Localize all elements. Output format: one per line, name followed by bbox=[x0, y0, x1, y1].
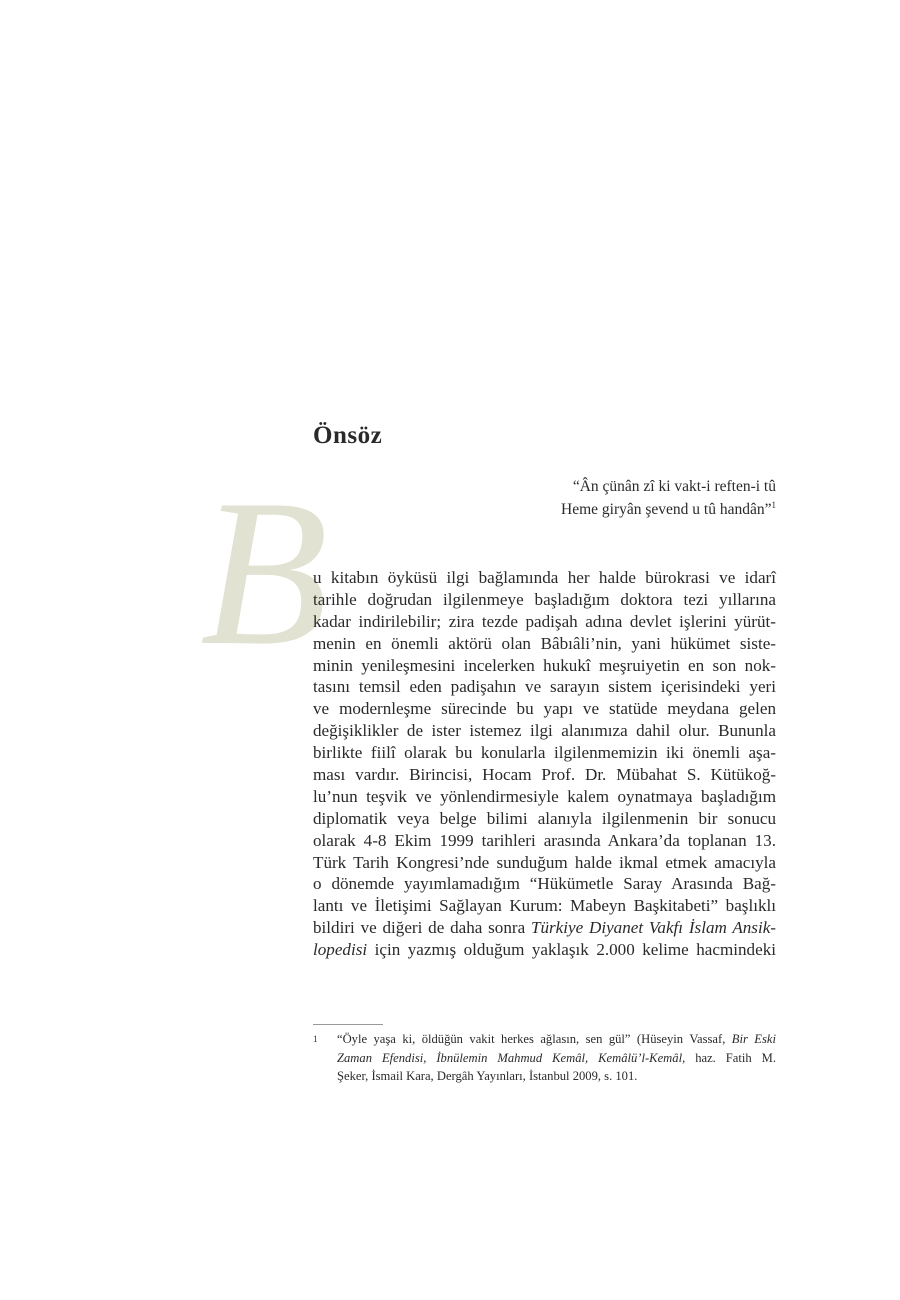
footnote-separator bbox=[313, 1024, 383, 1025]
paragraph-line: minin yenileşmesini incelerken hukukî meşruiyetin en son nok- bbox=[313, 655, 776, 675]
footnote-body bbox=[337, 1030, 776, 1086]
footnote-reference[interactable]: 1 bbox=[771, 499, 776, 510]
epigraph bbox=[561, 475, 776, 521]
epigraph-line-1: “Ân çünân zî ki vakt-i reften-i tû bbox=[572, 478, 776, 495]
footnote-line-2-text: haz. Fatih M. bbox=[685, 1050, 776, 1065]
paragraph-line: lantı ve İletişimi Sağlayan Kurum: Mabeyn Başkitabeti” başlıklı bbox=[313, 896, 776, 916]
paragraph-line: lu’nun teşvik ve yönlendirmesiyle kalem oynatmaya başladığım bbox=[313, 786, 776, 806]
paragraph-line: u kitabın öyküsü ilgi bağlamında her halde bürokrasi ve idarî bbox=[313, 568, 776, 587]
drop-cap-letter: B bbox=[200, 457, 329, 689]
paragraph-line: diplomatik veya belge bilimi alanıyla ilgilenmenin bir sonucu bbox=[313, 808, 776, 828]
footnote-line-2 bbox=[337, 1049, 776, 1068]
page-title: Önsöz bbox=[313, 422, 383, 449]
paragraph-line: o dönemde yayımlamadığım “Hükümetle Saray Arasında Bağ- bbox=[313, 874, 776, 894]
footnote-line-1-text: “Öyle yaşa ki, öldüğün vakit herkes ağlasın, sen gül” (Hüseyin Vassaf, bbox=[337, 1032, 732, 1046]
paragraph-line: kadar indirilebilir; zira tezde padişah adına devlet işlerini yürüt- bbox=[313, 611, 776, 631]
encyclopedia-title-part-1: Türkiye Diyanet Vakfı İslam Ansik- bbox=[530, 918, 776, 938]
footnote-number: 1 bbox=[313, 1034, 318, 1044]
epigraph-line-2 bbox=[561, 498, 776, 521]
paragraph-line: tarihle doğrudan ilgilenmeye başladığım doktora tezi yıllarına bbox=[313, 589, 776, 609]
footnote-line-3: Şeker, İsmail Kara, Dergâh Yayınları, İstanbul 2009, s. 101. bbox=[337, 1069, 638, 1083]
paragraph-line: tasını temsil eden padişahın ve sarayın sistem içerisindeki yeri bbox=[313, 677, 776, 697]
paragraph-line: birlikte fiilî olarak bu konularla ilgilenmemizin iki önemli aşa- bbox=[313, 743, 776, 763]
line-17-text: bildiri ve diğeri de daha sonra bbox=[313, 918, 531, 938]
epigraph-line-2-text: Heme giryân şevend u tû handân” bbox=[561, 501, 772, 518]
footnote-line-1 bbox=[337, 1030, 776, 1049]
encyclopedia-title-part-2: lopedisi bbox=[313, 940, 368, 960]
paragraph-line: ması vardır. Birincisi, Hocam Prof. Dr. Mübahat S. Kütükoğ- bbox=[313, 765, 776, 785]
footnote-book-title-part-2: Zaman Efendisi, İbnülemin Mahmud Kemâl, Kemâlü’l-Kemâl, bbox=[337, 1050, 686, 1065]
footnote bbox=[313, 1030, 776, 1086]
paragraph-line bbox=[313, 917, 776, 939]
footnote-book-title-part-1: Bir Eski bbox=[731, 1032, 776, 1046]
paragraph-line bbox=[313, 939, 776, 961]
paragraph-line: Türk Tarih Kongresi’nde sunduğum halde ikmal etmek amacıyla bbox=[313, 852, 776, 872]
paragraph-line: olarak 4-8 Ekim 1999 tarihleri arasında Ankara’da toplanan 13. bbox=[313, 830, 776, 850]
line-18-text: için yazmış olduğum yaklaşık 2.000 kelime hacmindeki bbox=[367, 940, 776, 960]
body-paragraph bbox=[313, 567, 776, 961]
paragraph-line: ve modernleşme sürecinde bu yapı ve statüde meydana gelen bbox=[313, 699, 776, 719]
paragraph-line: değişiklikler de ister istemez ilgi alanımıza dahil olur. Bununla bbox=[313, 721, 776, 741]
paragraph-line: menin en önemli aktörü olan Bâbıâli’nin, yani hükümet siste- bbox=[313, 633, 776, 653]
